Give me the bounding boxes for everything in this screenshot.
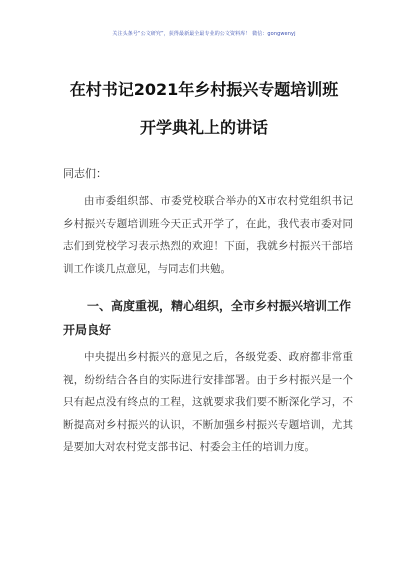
paragraph-section-1: 中央提出乡村振兴的意见之后，各级党委、政府都非常重视，纷纷结合各自的实际进行安排部署。由于乡村振兴是一个只有起点没有终点的工程，这就要求我们要不断深化学习，不断提高对乡村振兴的认识，不断加强乡村振兴专题培训，尤其是要加大对农村党支部书记、村委会主任的培训力度。 — [63, 351, 353, 453]
paragraph-intro: 由市委组织部、市委党校联合举办的X市农村党组织书记乡村振兴专题培训班今天正式开学了，在此，我代表市委对同志们到党校学习表示热烈的欢迎！下面，我就乡村振兴干部培训工作谈几点意见，与同志们共勉。 — [63, 195, 353, 275]
header-banner: 关注头条号“公文研究”，获得最新最全最专业的公文资料库！ 微信：gongwenyj — [112, 31, 296, 37]
greeting: 同志们： — [63, 167, 107, 180]
document-title-line-2: 开学典礼上的讲话 — [139, 118, 268, 137]
section-heading-1: 一、高度重视，精心组织，全市乡村振兴培训工作开局良好 — [63, 299, 352, 337]
document-title-line-1: 在村书记2021年乡村振兴专题培训班 — [69, 80, 339, 99]
